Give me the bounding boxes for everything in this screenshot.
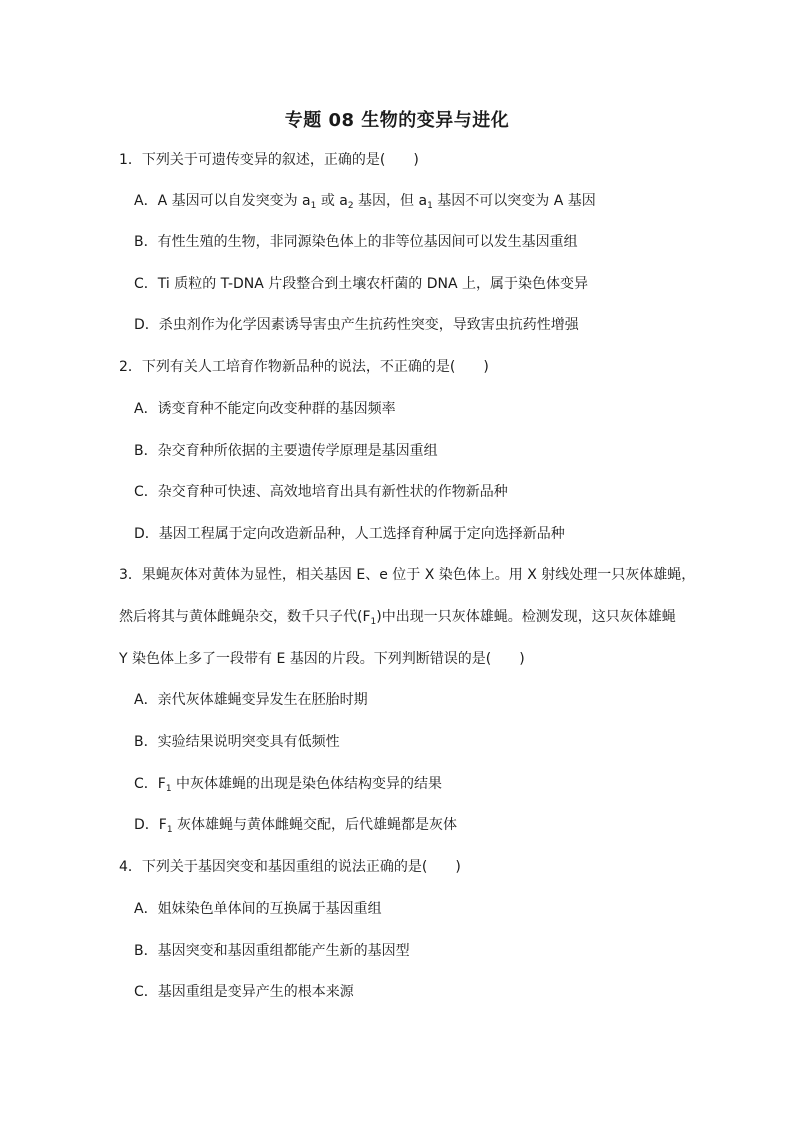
question-4-stem: 4．下列关于基因突变和基因重组的说法正确的是( ): [119, 859, 461, 875]
question-4-option-b: B．基因突变和基因重组都能产生新的基因型: [134, 943, 410, 959]
question-2-option-d: D．基因工程属于定向改造新品种，人工选择育种属于定向选择新品种: [134, 526, 565, 542]
question-1-option-a: A．A 基因可以自发突变为 $a_1$ 或 $a_2$ 基因，但 $a_1$ 基因不可以突变为 A 基因: [134, 193, 596, 211]
question-4-option-c: C．基因重组是变异产生的根本来源: [134, 984, 354, 1000]
question-2-option-b: B．杂交育种所依据的主要遗传学原理是基因重组: [134, 443, 438, 459]
question-2-stem: 2．下列有关人工培育作物新品种的说法，不正确的是( ): [119, 359, 489, 375]
question-1-option-d: D．杀虫剂作为化学因素诱导害虫产生抗药性突变，导致害虫抗药性增强: [134, 317, 579, 333]
question-3-stem-line-1: 3．果蝇灰体对黄体为显性，相关基因 E、e 位于 X 染色体上。用 X 射线处理一只灰体雄蝇，: [119, 567, 696, 583]
page-title: 专题 08 生物的变异与进化: [284, 110, 510, 131]
question-1-stem: 1．下列关于可遗传变异的叙述，正确的是( ): [119, 152, 419, 168]
question-2-option-a: A．诱变育种不能定向改变种群的基因频率: [134, 401, 396, 417]
question-3-option-a: A．亲代灰体雄蝇变异发生在胚胎时期: [134, 692, 368, 708]
question-4-option-a: A．姐妹染色单体间的互换属于基因重组: [134, 901, 382, 917]
question-1-option-c: C．Ti 质粒的 T-DNA 片段整合到土壤农杆菌的 DNA 上，属于染色体变异: [134, 276, 589, 292]
question-3-option-c: C．$F_1$ 中灰体雄蝇的出现是染色体结构变异的结果: [134, 776, 443, 794]
question-3-option-d: D．$F_1$ 灰体雄蝇与黄体雌蝇交配，后代雄蝇都是灰体: [134, 817, 458, 835]
question-1-option-b: B．有性生殖的生物，非同源染色体上的非等位基因间可以发生基因重组: [134, 234, 578, 250]
question-3-stem-line-3: Y 染色体上多了一段带有 E 基因的片段。下列判断错误的是( ): [119, 651, 525, 667]
question-3-option-b: B．实验结果说明突变具有低频性: [134, 734, 340, 750]
question-2-option-c: C．杂交育种可快速、高效地培育出具有新性状的作物新品种: [134, 484, 508, 500]
question-3-stem-line-2: 然后将其与黄体雌蝇杂交，数千只子代$(F_1)$中出现一只灰体雄蝇。检测发现，这只灰体雄蝇: [119, 609, 676, 627]
